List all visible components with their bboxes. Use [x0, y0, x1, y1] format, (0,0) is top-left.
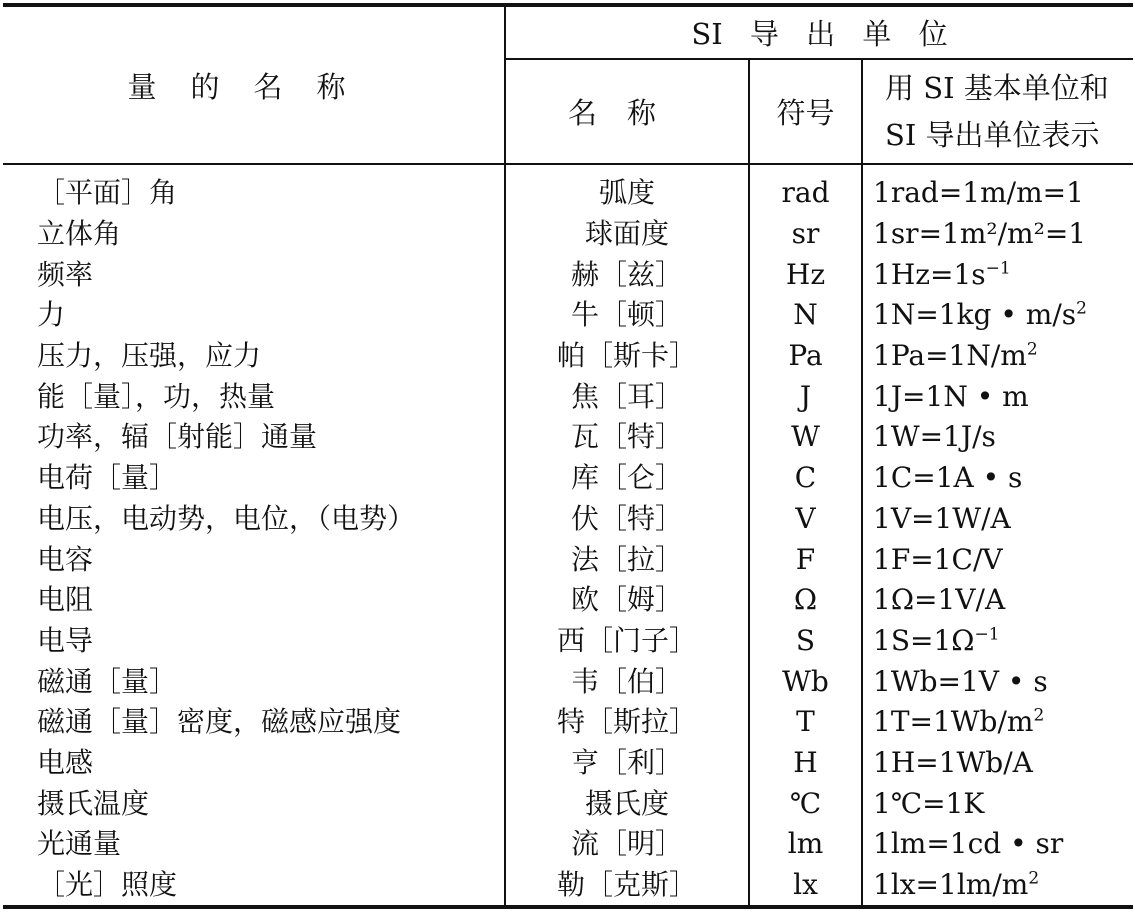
- table-row: [3, 661, 1133, 702]
- quantity-cell: 磁通［量］密度，磁感应强度: [3, 702, 505, 743]
- unit-expression-exponent: 2: [1028, 868, 1040, 889]
- unit-name-cell: 勒［克斯］: [505, 865, 749, 908]
- unit-expression: 1℃=1K: [873, 786, 985, 820]
- unit-expression-cell: [862, 376, 1133, 417]
- unit-expression-cell: [862, 295, 1133, 336]
- quantity-cell: 电阻: [3, 580, 505, 621]
- header-expression: [862, 59, 1133, 164]
- table-row: [3, 783, 1133, 824]
- unit-name-cell: 西［门子］: [505, 621, 749, 662]
- table-row: [3, 580, 1133, 621]
- unit-expression-cell: [862, 336, 1133, 377]
- header-expression-line1: 用 SI 基本单位和: [885, 70, 1109, 105]
- unit-name-cell: 球面度: [505, 214, 749, 255]
- table-row: [3, 164, 1133, 214]
- unit-expression-exponent: −1: [985, 258, 1011, 279]
- table-row: [3, 458, 1133, 499]
- unit-expression: 1V=1W/A: [873, 501, 1011, 535]
- unit-name-cell: 亨［利］: [505, 743, 749, 784]
- unit-name-cell: 法［拉］: [505, 539, 749, 580]
- unit-expression-cell: [862, 661, 1133, 702]
- unit-symbol-cell: rad: [749, 164, 862, 214]
- unit-expression-cell: [862, 539, 1133, 580]
- quantity-cell: 电导: [3, 621, 505, 662]
- table-row: [3, 499, 1133, 540]
- unit-symbol-cell: Pa: [749, 336, 862, 377]
- table-row: [3, 865, 1133, 908]
- unit-name-cell: 库［仑］: [505, 458, 749, 499]
- unit-symbol-cell: ℃: [749, 783, 862, 824]
- quantity-cell: 光通量: [3, 824, 505, 865]
- quantity-cell: 能［量］，功，热量: [3, 376, 505, 417]
- header-si-derived-units: SI 导 出 单 位: [505, 5, 1133, 59]
- unit-expression: 1Pa=1N/m: [873, 339, 1027, 373]
- unit-expression-cell: [862, 458, 1133, 499]
- unit-name-cell: 弧度: [505, 164, 749, 214]
- unit-expression: 1S=1Ω: [873, 623, 975, 657]
- unit-expression: 1Hz=1s: [873, 257, 986, 291]
- unit-expression: 1F=1C/V: [873, 542, 1003, 576]
- quantity-cell: ［平面］角: [3, 164, 505, 214]
- unit-expression: 1Wb=1V • s: [873, 664, 1048, 698]
- header-quantity-name: 量的名称: [3, 5, 505, 164]
- unit-expression-exponent: 2: [1026, 339, 1038, 360]
- unit-expression: 1W=1J/s: [873, 420, 996, 454]
- table-row: [3, 336, 1133, 377]
- quantity-cell: 压力，压强，应力: [3, 336, 505, 377]
- unit-expression: 1N=1kg • m/s: [873, 298, 1077, 332]
- unit-symbol-cell: J: [749, 376, 862, 417]
- header-unit-name: 名称: [505, 59, 749, 164]
- table-row: [3, 295, 1133, 336]
- unit-expression: 1rad=1m/m=1: [873, 176, 1084, 210]
- unit-expression: 1J=1N • m: [873, 379, 1029, 413]
- unit-symbol-cell: F: [749, 539, 862, 580]
- unit-expression-cell: [862, 743, 1133, 784]
- quantity-cell: 电荷［量］: [3, 458, 505, 499]
- unit-symbol-cell: Ω: [749, 580, 862, 621]
- unit-symbol-cell: S: [749, 621, 862, 662]
- table-row: [3, 743, 1133, 784]
- unit-symbol-cell: H: [749, 743, 862, 784]
- quantity-cell: ［光］照度: [3, 865, 505, 908]
- table-row: [3, 539, 1133, 580]
- header-expression-line2: SI 导出单位表示: [885, 117, 1100, 152]
- unit-symbol-cell: lx: [749, 865, 862, 908]
- table-row: [3, 824, 1133, 865]
- unit-expression: 1C=1A • s: [873, 461, 1023, 495]
- unit-name-cell: 牛［顿］: [505, 295, 749, 336]
- quantity-cell: 电感: [3, 743, 505, 784]
- unit-name-cell: 欧［姆］: [505, 580, 749, 621]
- quantity-cell: 磁通［量］: [3, 661, 505, 702]
- unit-symbol-cell: Wb: [749, 661, 862, 702]
- unit-symbol-cell: lm: [749, 824, 862, 865]
- si-derived-units-table: [3, 3, 1133, 909]
- quantity-cell: 功率，辐［射能］通量: [3, 417, 505, 458]
- table-row: [3, 254, 1133, 295]
- quantity-cell: 摄氏温度: [3, 783, 505, 824]
- unit-name-cell: 流［明］: [505, 824, 749, 865]
- unit-expression-cell: [862, 214, 1133, 255]
- table-row: [3, 621, 1133, 662]
- table-row: [3, 376, 1133, 417]
- unit-name-cell: 焦［耳］: [505, 376, 749, 417]
- header-symbol: 符号: [749, 59, 862, 164]
- quantity-cell: 电压，电动势，电位，（电势）: [3, 499, 505, 540]
- unit-expression: 1T=1Wb/m: [873, 705, 1034, 739]
- unit-expression: 1lx=1lm/m: [873, 868, 1029, 902]
- unit-name-cell: 瓦［特］: [505, 417, 749, 458]
- unit-symbol-cell: T: [749, 702, 862, 743]
- unit-name-cell: 帕［斯卡］: [505, 336, 749, 377]
- table-row: [3, 702, 1133, 743]
- quantity-cell: 力: [3, 295, 505, 336]
- unit-expression-cell: [862, 621, 1133, 662]
- unit-expression-exponent: −1: [974, 624, 1000, 645]
- table-body: [3, 164, 1133, 907]
- unit-expression-cell: [862, 580, 1133, 621]
- unit-expression: 1H=1Wb/A: [873, 745, 1033, 779]
- unit-expression-cell: [862, 254, 1133, 295]
- table-row: [3, 417, 1133, 458]
- unit-expression-cell: [862, 417, 1133, 458]
- unit-symbol-cell: C: [749, 458, 862, 499]
- unit-expression-cell: [862, 702, 1133, 743]
- unit-symbol-cell: V: [749, 499, 862, 540]
- unit-name-cell: 摄氏度: [505, 783, 749, 824]
- unit-expression-cell: [862, 824, 1133, 865]
- unit-expression-exponent: 2: [1033, 705, 1045, 726]
- quantity-cell: 频率: [3, 254, 505, 295]
- unit-expression: 1Ω=1V/A: [873, 583, 1006, 617]
- unit-name-cell: 特［斯拉］: [505, 702, 749, 743]
- unit-name-cell: 赫［兹］: [505, 254, 749, 295]
- unit-expression: 1sr=1m²/m²=1: [873, 217, 1087, 251]
- unit-symbol-cell: Hz: [749, 254, 862, 295]
- unit-expression-cell: [862, 164, 1133, 214]
- table-row: [3, 214, 1133, 255]
- quantity-cell: 立体角: [3, 214, 505, 255]
- unit-expression-cell: [862, 499, 1133, 540]
- unit-expression-cell: [862, 783, 1133, 824]
- unit-symbol-cell: sr: [749, 214, 862, 255]
- unit-name-cell: 伏［特］: [505, 499, 749, 540]
- quantity-cell: 电容: [3, 539, 505, 580]
- unit-expression-cell: [862, 865, 1133, 908]
- unit-expression: 1lm=1cd • sr: [873, 827, 1064, 861]
- unit-name-cell: 韦［伯］: [505, 661, 749, 702]
- unit-symbol-cell: N: [749, 295, 862, 336]
- unit-expression-exponent: 2: [1076, 299, 1087, 320]
- unit-symbol-cell: W: [749, 417, 862, 458]
